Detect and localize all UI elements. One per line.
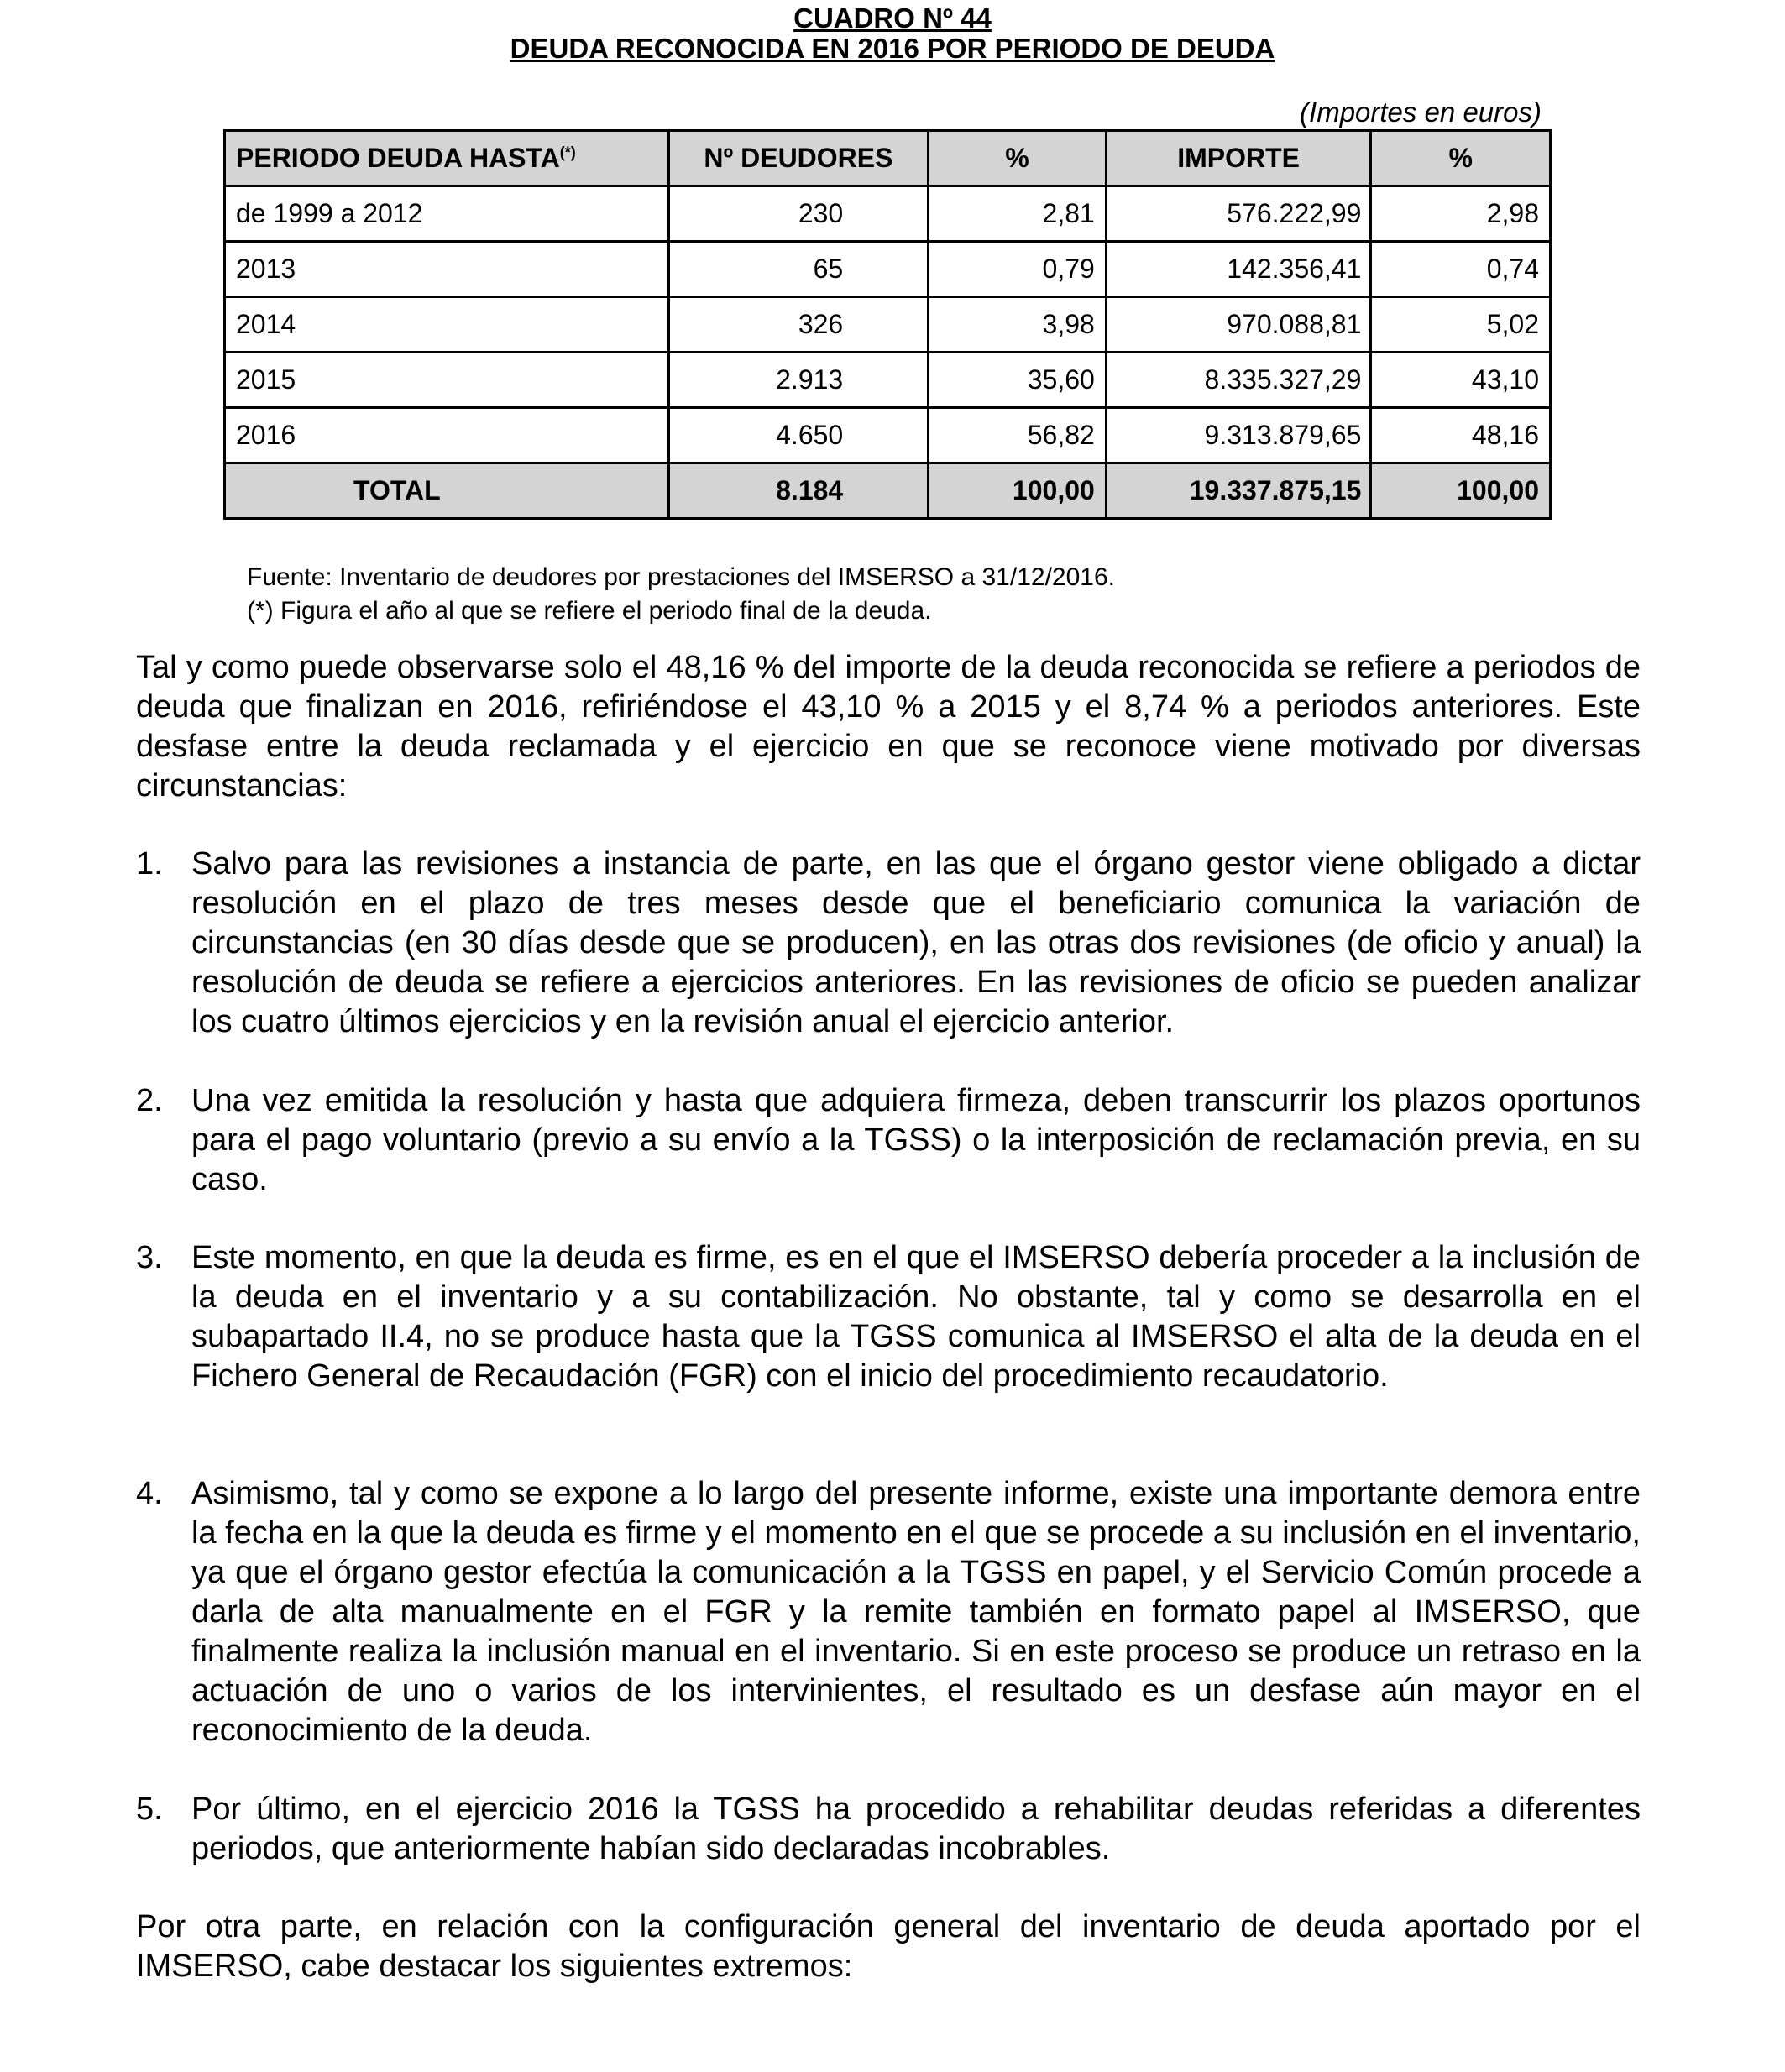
- cell-debtors: 326: [668, 297, 929, 353]
- list-item-text: Una vez emitida la resolución y hasta que adquiera firmeza, deben transcurrir los plazos oportunos para el pago voluntario (previo a su envío a la TGSS) o la interposición de reclamación previa, en su caso.: [191, 1083, 1641, 1197]
- cell-total-debtors-pct: 100,00: [929, 463, 1107, 519]
- cell-total-label: TOTAL: [225, 463, 669, 519]
- cell-amount-pct: 43,10: [1371, 353, 1551, 408]
- col-header-amount-pct: %: [1371, 131, 1551, 186]
- list-item-number: 2.: [136, 1083, 163, 1118]
- col-header-amount: IMPORTE: [1106, 131, 1371, 186]
- cell-amount: 142.356,41: [1106, 242, 1371, 297]
- cell-period: de 1999 a 2012: [225, 186, 669, 242]
- cell-debtors: 4.650: [668, 408, 929, 463]
- list-item-text: Asimismo, tal y como se expone a lo largo del presente informe, existe una importante demora entre la fecha en la que la deuda es firme y el momento en el que se procede a su inclusión en el inventario, ya que el órgano gestor efectúa la comunicación a la TGSS en papel, y el Servicio Común procede a darla de alta manualmente en el FGR y la remite también en formato papel al IMSERSO, que finalmente realiza la inclusión manual en el inventario. Si en este proceso se produce un retraso en la actuación de uno o varios de los intervinientes, el resultado es un desfase aún mayor en el reconocimiento de la deuda.: [191, 1476, 1641, 1748]
- cell-amount: 9.313.879,65: [1106, 408, 1371, 463]
- cell-period: 2016: [225, 408, 669, 463]
- table-row: [225, 297, 1551, 353]
- col-header-debtors-pct: %: [929, 131, 1107, 186]
- table-row: [225, 186, 1551, 242]
- list-item: [136, 845, 1641, 1042]
- closing-paragraph: Por otra parte, en relación con la configuración general del inventario de deuda aportado por el IMSERSO, cabe destacar los siguientes extremos:: [136, 1909, 1641, 1984]
- table-footnote: (*) Figura el año al que se refiere el periodo final de la deuda.: [247, 597, 932, 625]
- cell-debtors-pct: 0,79: [929, 242, 1107, 297]
- list-item-text: Por último, en el ejercicio 2016 la TGSS ha procedido a rehabilitar deudas referidas a diferentes periodos, que anteriormente habían sido declaradas incobrables.: [191, 1792, 1641, 1866]
- cell-total-debtors: 8.184: [668, 463, 929, 519]
- col-header-debtors: Nº DEUDORES: [668, 131, 929, 186]
- cell-amount-pct: 2,98: [1371, 186, 1551, 242]
- list-item: [136, 1474, 1641, 1750]
- cell-period: 2015: [225, 353, 669, 408]
- cell-period: 2013: [225, 242, 669, 297]
- cell-debtors-pct: 35,60: [929, 353, 1107, 408]
- cell-debtors: 230: [668, 186, 929, 242]
- table-number-title: CUADRO Nº 44: [793, 3, 992, 34]
- list-item: [136, 1081, 1641, 1200]
- list-item-number: 3.: [136, 1240, 163, 1275]
- table-row: [225, 408, 1551, 463]
- cell-total-amount: 19.337.875,15: [1106, 463, 1371, 519]
- list-item-text: Este momento, en que la deuda es firme, es en el que el IMSERSO debería proceder a la inclusión de la deuda en el inventario y a su contabilización. No obstante, tal y como se desarrolla en el subapartado II.4, no se produce hasta que la TGSS comunica al IMSERSO el alta de la deuda en el Fichero General de Recaudación (FGR) con el inicio del procedimiento recaudatorio.: [191, 1240, 1641, 1394]
- cell-amount-pct: 48,16: [1371, 408, 1551, 463]
- list-item: [136, 1238, 1641, 1396]
- debt-table: [223, 129, 1552, 520]
- cell-amount: 8.335.327,29: [1106, 353, 1371, 408]
- cell-debtors-pct: 2,81: [929, 186, 1107, 242]
- cell-amount-pct: 0,74: [1371, 242, 1551, 297]
- list-item-text: Salvo para las revisiones a instancia de parte, en las que el órgano gestor viene obligado a dictar resolución en el plazo de tres meses desde que el beneficiario comunica la variación de circunstancias (en 30 días desde que se producen), en las otras dos revisiones (de oficio y anual) la resolución de deuda se refiere a ejercicios anteriores. En las revisiones de oficio se pueden analizar los cuatro últimos ejercicios y en la revisión anual el ejercicio anterior.: [191, 846, 1641, 1039]
- cell-debtors-pct: 3,98: [929, 297, 1107, 353]
- list-item-number: 5.: [136, 1792, 163, 1827]
- cell-amount-pct: 5,02: [1371, 297, 1551, 353]
- cell-period: 2014: [225, 297, 669, 353]
- table-row: [225, 353, 1551, 408]
- cell-amount: 576.222,99: [1106, 186, 1371, 242]
- table-total-row: [225, 463, 1551, 519]
- units-note: (Importes en euros): [1300, 97, 1542, 128]
- table-header-row: [225, 131, 1551, 186]
- cell-debtors: 2.913: [668, 353, 929, 408]
- cell-debtors: 65: [668, 242, 929, 297]
- cell-debtors-pct: 56,82: [929, 408, 1107, 463]
- list-item-number: 4.: [136, 1476, 163, 1511]
- cell-total-amount-pct: 100,00: [1371, 463, 1551, 519]
- intro-paragraph: Tal y como puede observarse solo el 48,16 % del importe de la deuda reconocida se refiere a periodos de deuda que finalizan en 2016, refiriéndose el 43,10 % a 2015 y el 8,74 % a periodos anteriores. Este desfase entre la deuda reclamada y el ejercicio en que se reconoce viene motivado por diversas circunstancias:: [136, 650, 1641, 803]
- table-row: [225, 242, 1551, 297]
- cell-amount: 970.088,81: [1106, 297, 1371, 353]
- list-item: [136, 1790, 1641, 1869]
- col-header-period: PERIODO DEUDA HASTA(*): [225, 131, 669, 186]
- table-source-note: Fuente: Inventario de deudores por prestaciones del IMSERSO a 31/12/2016.: [247, 563, 1115, 591]
- list-item-number: 1.: [136, 846, 163, 882]
- table-title: DEUDA RECONOCIDA EN 2016 POR PERIODO DE DEUDA: [510, 33, 1275, 64]
